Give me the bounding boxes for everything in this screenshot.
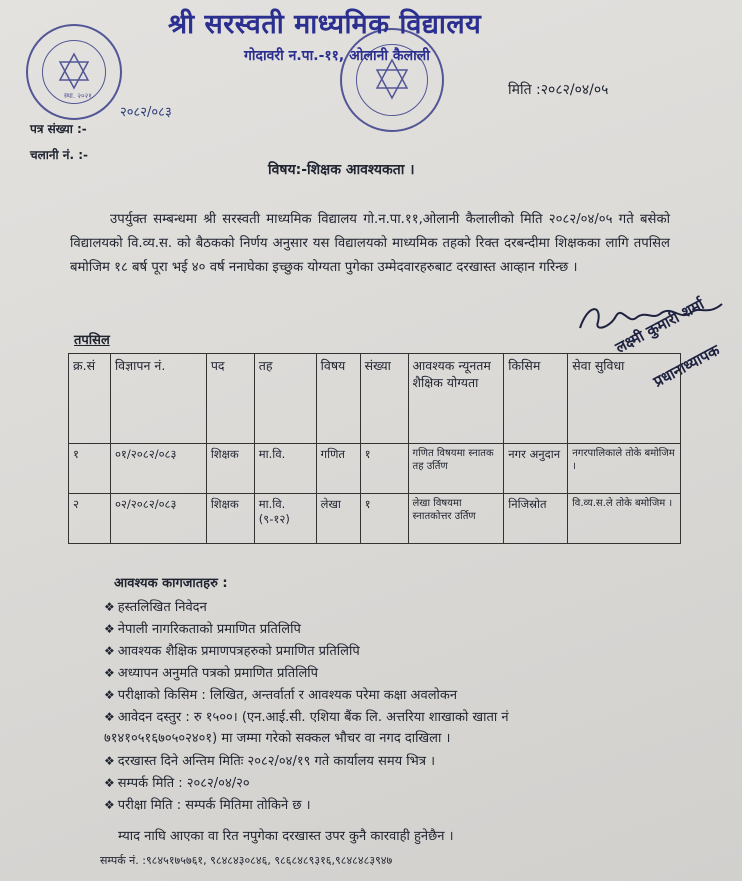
table-cell: लेखा xyxy=(316,494,360,544)
list-item: ❖ सम्पर्क मिति : २०८२/०४/२० xyxy=(104,776,250,791)
diamond-bullet-icon: ❖ xyxy=(104,666,115,680)
patra-number-label: पत्र संख्या :- xyxy=(30,122,87,136)
col-header: विज्ञापन नं. xyxy=(110,354,206,444)
col-header: संख्या xyxy=(360,354,408,444)
deadline-note: म्याद नाघि आएका वा रित नपुगेका दरखास्त उपर कुनै कारवाही हुनेछैन । xyxy=(118,829,454,844)
table-cell: नगरपालिकाले तोके बमोजिम । xyxy=(568,444,681,494)
list-item: ❖ दरखास्त दिने अन्तिम मितिः २०८२/०४/१९ गते कार्यालय समय भित्र । xyxy=(104,754,436,769)
school-address: गोदावरी न.पा.-११, ओलानी कैलाली xyxy=(244,48,430,64)
letter-date: मिति :२०८२/०४/०५ xyxy=(508,82,609,98)
table-row xyxy=(69,494,681,544)
table-row xyxy=(69,444,681,494)
list-item-continuation: ७१४१०५१६७०५०२४०१) मा जम्मा गरेको सक्कल भौचर वा नगद दाखिला । xyxy=(104,731,451,746)
documents-list xyxy=(104,596,704,816)
col-header: तह xyxy=(254,354,316,444)
col-header: सेवा सुविधा xyxy=(568,354,681,444)
col-header: किसिम xyxy=(504,354,568,444)
table-cell: १ xyxy=(360,494,408,544)
table-cell: शिक्षक xyxy=(206,444,254,494)
table-cell: नगर अनुदान xyxy=(504,444,568,494)
table-cell: ०१/२०८२/०८३ xyxy=(110,444,206,494)
table-cell: मा.वि. (९-१२) xyxy=(254,494,316,544)
school-seal-overlap xyxy=(340,28,444,132)
table-cell: १ xyxy=(69,444,111,494)
table-cell: लेखा विषयमा स्नातकोत्तर उर्तिण xyxy=(408,494,504,544)
documents-heading: आवश्यक कागजातहरु : xyxy=(114,576,228,591)
diamond-bullet-icon: ❖ xyxy=(104,688,115,702)
school-name: श्री सरस्वती माध्यमिक विद्यालय xyxy=(168,9,482,40)
table-cell: २ xyxy=(69,494,111,544)
contact-numbers: सम्पर्क नं. :९८४५१७५७६१, ९८४८४३०८४६, ९८६८४८९३१६,९८४८४८३९४७ xyxy=(100,854,393,867)
list-item: ❖ हस्तलिखित निवेदन xyxy=(104,600,207,615)
list-item: ❖ अध्यापन अनुमति पत्रको प्रमाणित प्रतिलिपि xyxy=(104,666,319,681)
col-header: विषय xyxy=(316,354,360,444)
table-cell: ०२/२०८२/०८३ xyxy=(110,494,206,544)
table-cell: वि.व्य.स.ले तोके बमोजिम । xyxy=(568,494,681,544)
vacancy-table xyxy=(68,353,681,544)
list-item: ❖ नेपाली नागरिकताको प्रमाणित प्रतिलिपि xyxy=(104,622,301,637)
diamond-bullet-icon: ❖ xyxy=(104,710,115,724)
principal-role-stamp: प्रधानाध्यापक xyxy=(650,341,723,391)
list-item: ❖ परीक्षा मिति : सम्पर्क मितिमा तोकिने छ । xyxy=(104,798,311,813)
table-cell: १ xyxy=(360,444,408,494)
patra-number-value: २०८२/०८३ xyxy=(120,105,172,120)
table-cell: मा.वि. xyxy=(254,444,316,494)
list-item: ❖ परीक्षाको किसिम : लिखित, अन्तर्वार्ता र आवश्यक परेमा कक्षा अवलोकन xyxy=(104,688,458,703)
table-header-row xyxy=(69,354,681,444)
tapasil-heading: तपसिल xyxy=(74,333,110,348)
table-cell: गणित xyxy=(316,444,360,494)
list-item: ❖ आवश्यक शैक्षिक प्रमाणपत्रहरुको प्रमाणित प्रतिलिपि xyxy=(104,644,360,659)
col-header: क्र.सं xyxy=(69,354,111,444)
list-item: ❖ आवेदन दस्तुर : रु १५००। (एन.आई.सी. एशिया बैंक लि. अत्तरिया शाखाको खाता नं xyxy=(104,710,509,725)
principal-name-stamp: लक्ष्मी कुमारी शर्मा xyxy=(612,295,708,357)
diamond-bullet-icon: ❖ xyxy=(104,622,115,636)
table-cell: शिक्षक xyxy=(206,494,254,544)
diamond-bullet-icon: ❖ xyxy=(104,798,115,812)
diamond-bullet-icon: ❖ xyxy=(104,600,115,614)
school-seal-left: स्था. २०२१ xyxy=(26,24,122,120)
letter-body: उपर्युक्त सम्बन्धमा श्री सरस्वती माध्यमिक विद्यालय गो.न.पा.११,ओलानी कैलालीको मिति २०८२/०४/०५ गते बसेको विद्यालयको वि.व्य.स. को बैठकको निर्णय अनुसार यस विद्यालयको माध्यमिक तहको रिक्त दरबन्दीमा शिक्षकका लागि तपसिल बमोजिम १८ बर्ष पूरा भई ४० वर्ष ननाघेका इच्छुक योग्यता पुगेका उम्मेदवारहरुबाट दरखास्त आव्हान गरिन्छ । xyxy=(70,212,670,275)
table-cell: गणित विषयमा स्नातक तह उर्तिण xyxy=(408,444,504,494)
col-header: आवश्यक न्यूनतम शैक्षिक योग्यता xyxy=(408,354,504,444)
table-cell: निजिस्रोत xyxy=(504,494,568,544)
chalani-number-label: चलानी नं. :- xyxy=(30,148,88,162)
letter-subject: विषय:-शिक्षक आवश्यकता । xyxy=(268,162,415,178)
diamond-bullet-icon: ❖ xyxy=(104,776,115,790)
col-header: पद xyxy=(206,354,254,444)
diamond-bullet-icon: ❖ xyxy=(104,754,115,768)
diamond-bullet-icon: ❖ xyxy=(104,644,115,658)
